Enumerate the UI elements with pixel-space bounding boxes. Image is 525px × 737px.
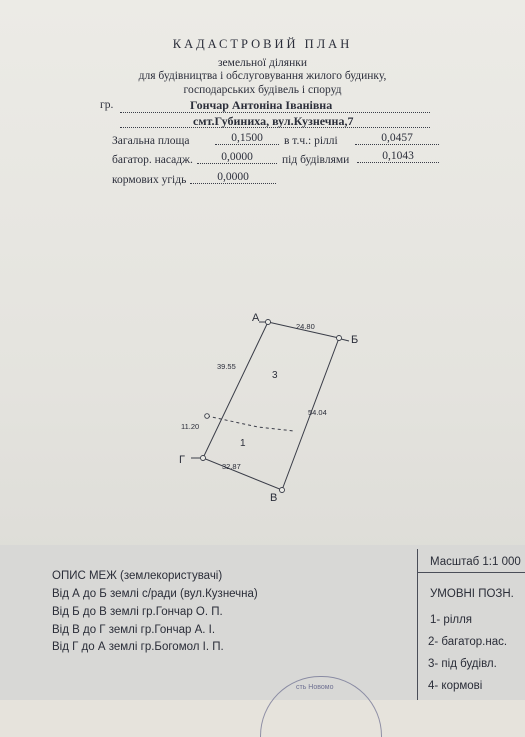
length-bv: 54.04 bbox=[308, 408, 327, 417]
legend-title: УМОВНІ ПОЗН. bbox=[430, 588, 514, 600]
perennial-label: багатор. насадж. bbox=[112, 154, 193, 166]
boundaries-title: ОПИС МЕЖ (землекористувачі) bbox=[52, 570, 223, 582]
owner-name: Гончар Антоніна Іванівна bbox=[190, 98, 333, 112]
subtitle-line-2: для будівництва і обслуговування жилого будинку, bbox=[138, 70, 387, 82]
subtitle-line-1: земельної ділянки bbox=[218, 57, 307, 69]
owner-address: смт.Губиниха, вул.Кузнечна,7 bbox=[193, 114, 354, 128]
zone-3-label: 3 bbox=[272, 370, 278, 381]
point-b-label: Б bbox=[351, 334, 359, 346]
arable-value: 0,0457 bbox=[355, 132, 439, 145]
zone-divider bbox=[207, 416, 294, 431]
length-vg: 32.87 bbox=[222, 462, 241, 471]
boundary-item-1: Від А до Б землі с/ради (вул.Кузнечна) bbox=[52, 588, 258, 600]
total-area-value: 0,1500 bbox=[215, 132, 279, 145]
point-b-marker bbox=[337, 336, 342, 341]
point-a-marker bbox=[266, 320, 271, 325]
zone-1-label: 1 bbox=[240, 438, 246, 449]
scale-label: Масштаб 1:1 000 bbox=[430, 556, 521, 568]
boundary-item-4: Від Г до А землі гр.Богомол І. П. bbox=[52, 641, 224, 653]
point-g-marker bbox=[201, 456, 206, 461]
perennial-value: 0,0000 bbox=[197, 151, 277, 164]
legend-item-3: 3- під будівл. bbox=[428, 658, 497, 670]
length-ga-lower: 11.20 bbox=[181, 422, 200, 431]
stamp-text: сть Новомо bbox=[296, 684, 334, 691]
legend-item-4: 4- кормові bbox=[428, 680, 483, 692]
total-area-label: Загальна площа bbox=[112, 135, 190, 147]
legend-item-1: 1- рілля bbox=[430, 614, 473, 626]
boundary-item-2: Від Б до В землі гр.Гончар О. П. bbox=[52, 606, 223, 618]
point-v-label: В bbox=[270, 492, 278, 504]
scale-underline bbox=[417, 572, 525, 573]
forage-label: кормових угідь bbox=[112, 174, 187, 186]
legend-item-2: 2- багатор.нас. bbox=[428, 636, 508, 648]
point-b-tick bbox=[341, 339, 349, 341]
buildings-label: під будівлями bbox=[282, 154, 350, 166]
length-ga-upper: 39.55 bbox=[217, 362, 236, 371]
boundary-item-3: Від В до Г землі гр.Гончар А. І. bbox=[52, 624, 216, 636]
document-title: КАДАСТРОВИЙ ПЛАН bbox=[172, 37, 353, 51]
divider-start-marker bbox=[205, 414, 210, 419]
arable-label: в т.ч.: ріллі bbox=[284, 135, 338, 147]
length-ab: 24.80 bbox=[296, 322, 315, 331]
point-v-marker bbox=[280, 488, 285, 493]
point-g-label: Г bbox=[179, 454, 185, 466]
point-a-label: А bbox=[252, 312, 260, 324]
buildings-value: 0,1043 bbox=[357, 150, 439, 163]
subtitle-line-3: господарських будівель і споруд bbox=[183, 84, 342, 96]
owner-prefix: гр. bbox=[100, 99, 114, 111]
forage-value: 0,0000 bbox=[190, 171, 276, 184]
